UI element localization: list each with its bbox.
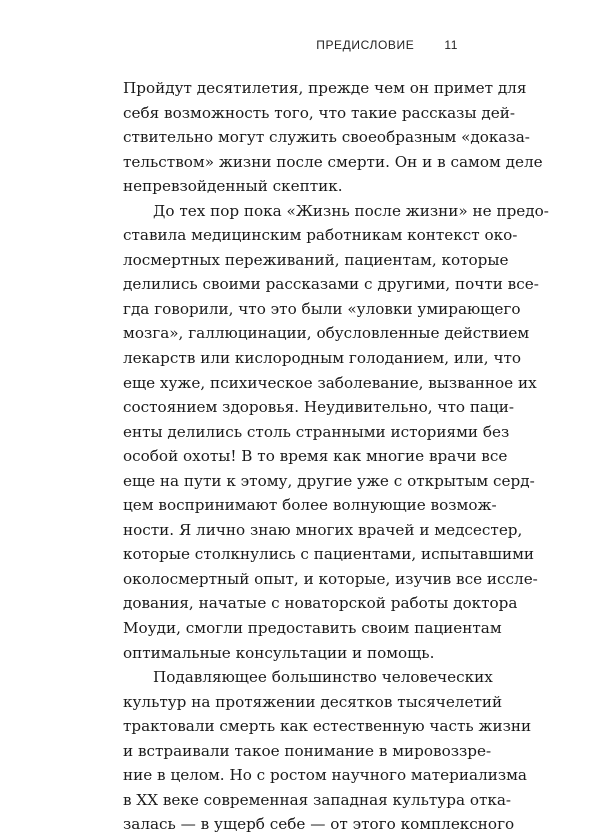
- text-line: лекарств или кислородным голоданием, или, что: [123, 349, 522, 368]
- running-header: [120, 38, 458, 52]
- text-line: Пройдут десятилетия, прежде чем он примет для: [123, 79, 527, 97]
- text-line: которые столкнулись с пациентами, испытавшими: [123, 545, 535, 564]
- text-line: гда говорили, что это были «уловки умирающего: [123, 299, 521, 318]
- text-line: ние в целом. Но с ростом научного материализма: [123, 766, 527, 785]
- text-line: ставила медицинским работникам контекст око-: [123, 226, 518, 245]
- page-number: 11: [444, 38, 458, 52]
- text-line: енты делились столь странными историями без: [123, 422, 510, 441]
- text-line: цем воспринимают более волнующие возмож-: [123, 496, 497, 515]
- text-line: мозга», галлюцинации, обусловленные действием: [123, 324, 530, 343]
- text-line: состоянием здоровья. Неудивительно, что паци-: [123, 398, 515, 417]
- paragraph-3: [123, 665, 532, 837]
- text-line: До тех пор пока «Жизнь после жизни» не предо-: [153, 201, 549, 220]
- text-line: культур на протяжении десятков тысячелетий: [123, 692, 503, 711]
- text-line: оптимальные консультации и помощь.: [123, 643, 435, 662]
- text-line: ствительно могут служить своеобразным «доказа-: [123, 128, 530, 147]
- text-line: в XX веке современная западная культура отка-: [123, 790, 512, 809]
- text-line: себя возможность того, что такие рассказы дей-: [123, 103, 515, 122]
- body-text: [123, 76, 549, 837]
- text-line: лосмертных переживаний, пациентам, которые: [123, 250, 509, 269]
- text-line: ности. Я лично знаю многих врачей и медсестер,: [123, 520, 523, 539]
- text-line: еще на пути к этому, другие уже с открытым серд-: [123, 471, 535, 490]
- text-line: особой охоты! В то время как многие врачи все: [123, 447, 508, 466]
- text-line: тельством» жизни после смерти. Он и в самом деле: [123, 152, 543, 171]
- text-line: дования, начатые с новаторской работы доктора: [123, 594, 518, 613]
- text-line: залась — в ущерб себе — от этого комплексного: [123, 815, 515, 834]
- paragraph-2: [123, 199, 549, 665]
- text-line: околосмертный опыт, и которые, изучив все иссле-: [123, 569, 538, 588]
- section-title: ПРЕДИСЛОВИЕ: [316, 38, 415, 52]
- text-line: делились своими рассказами с другими, почти все-: [123, 275, 539, 294]
- text-line: еще хуже, психическое заболевание, вызванное их: [123, 373, 537, 392]
- text-line: непревзойденный скептик.: [123, 177, 343, 196]
- text-line: и встраивали такое понимание в мировоззре-: [123, 741, 492, 760]
- text-line: трактовали смерть как естественную часть жизни: [123, 717, 532, 736]
- text-line: Моуди, смогли предоставить своим пациентам: [123, 619, 502, 638]
- text-line: Подавляющее большинство человеческих: [153, 668, 493, 687]
- paragraph-1: [123, 76, 543, 199]
